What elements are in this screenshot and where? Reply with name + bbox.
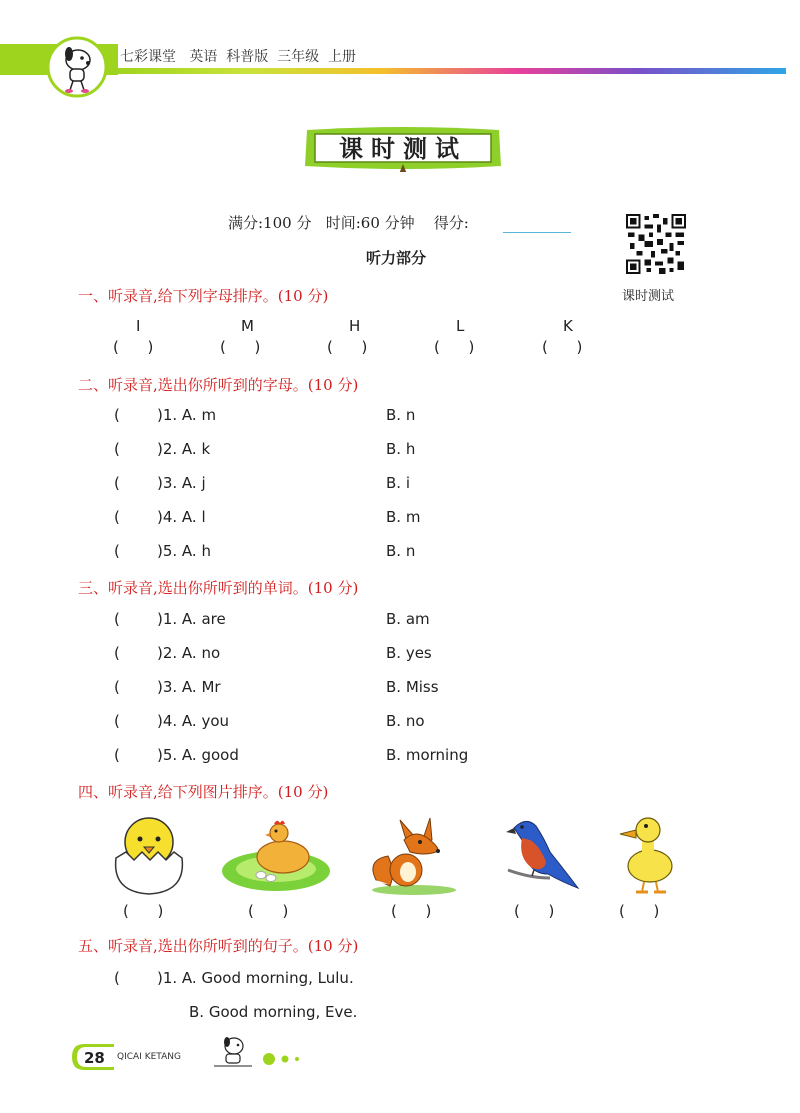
chick-in-egg-icon [110,812,188,896]
question-option-a: )4. A. you [157,712,230,730]
section-4-title: 四、听录音,给下列图片排序。(10 分) [78,783,329,801]
answer-blank[interactable]: ( ) [542,338,583,356]
footer-dots-icon [262,1052,306,1066]
question-option-b: B. no [386,712,425,730]
question-option-a: )5. A. good [157,746,239,764]
question-option-a: )3. A. j [157,474,206,492]
question-option-a: )4. A. l [157,508,206,526]
answer-blank[interactable]: ( ) [220,338,261,356]
answer-blank[interactable]: ( ) [327,338,368,356]
answer-blank[interactable]: ( ) [434,338,475,356]
letter-item: K [563,317,573,335]
section-2-title: 二、听录音,选出你所听到的字母。(10 分) [78,376,359,394]
footer-brand: QICAI KETANG [117,1052,181,1062]
letter-item: M [241,317,254,335]
question-option-b: B. yes [386,644,432,662]
question-option-b: B. h [386,440,416,458]
answer-blank-open[interactable]: ( [114,542,120,560]
answer-blank-open[interactable]: ( [114,440,120,458]
qr-label: 课时测试 [622,289,675,304]
answer-blank[interactable]: ( ) [113,338,154,356]
question-option-a: )1. A. m [157,406,217,424]
answer-blank[interactable]: ( ) [123,902,164,920]
answer-blank-open[interactable]: ( [114,712,120,730]
answer-blank-open[interactable]: ( [114,644,120,662]
letter-item: I [136,317,141,335]
answer-blank-open[interactable]: ( [114,406,120,424]
answer-blank-open[interactable]: ( [114,678,120,696]
page-title: 课时测试 [339,134,467,163]
sentence-option-a: )1. A. Good morning, Lulu. [157,969,354,987]
hen-on-nest-icon [219,817,333,893]
section-1-title: 一、听录音,给下列字母排序。(10 分) [78,287,329,305]
score-blank[interactable] [503,232,571,233]
question-option-b: B. n [386,542,416,560]
answer-blank[interactable]: ( ) [514,902,555,920]
qr-code-icon[interactable] [626,214,686,274]
question-option-a: )2. A. k [157,440,211,458]
question-option-a: )2. A. no [157,644,221,662]
question-option-b: B. morning [386,746,469,764]
answer-blank[interactable]: ( ) [391,902,432,920]
duck-icon [614,812,678,896]
question-option-a: )5. A. h [157,542,211,560]
page-number: 28 [84,1049,105,1067]
answer-blank-open[interactable]: ( [114,474,120,492]
question-option-a: )3. A. Mr [157,678,221,696]
question-option-a: )1. A. are [157,610,226,628]
section-5-title: 五、听录音,选出你所听到的句子。(10 分) [78,937,359,955]
answer-blank[interactable]: ( ) [619,902,660,920]
question-option-b: B. m [386,508,421,526]
question-option-b: B. Miss [386,678,439,696]
sentence-option-b: B. Good morning, Eve. [189,1003,358,1021]
fox-icon [366,810,462,896]
answer-blank[interactable]: ( ) [248,902,289,920]
answer-blank-open[interactable]: ( [114,508,120,526]
letter-item: H [349,317,361,335]
section-3-title: 三、听录音,选出你所听到的单词。(10 分) [78,579,359,597]
letter-item: L [456,317,465,335]
question-option-b: B. i [386,474,410,492]
dog-mascot-icon [42,36,112,98]
section-subhead: 听力部分 [366,249,427,267]
footer-dog-icon [210,1034,256,1070]
question-option-b: B. n [386,406,416,424]
answer-blank-open[interactable]: ( [114,746,120,764]
answer-blank-open[interactable]: ( [114,610,120,628]
answer-blank-open[interactable]: ( [114,969,120,987]
question-option-b: B. am [386,610,430,628]
header-rainbow-stripe [112,68,786,74]
header-title: 七彩课堂 英语 科普版 三年级 上册 [120,49,357,65]
bird-icon [500,812,580,896]
score-info: 满分:100 分 时间:60 分钟 得分: [228,214,469,232]
title-banner-text-box [303,126,503,172]
